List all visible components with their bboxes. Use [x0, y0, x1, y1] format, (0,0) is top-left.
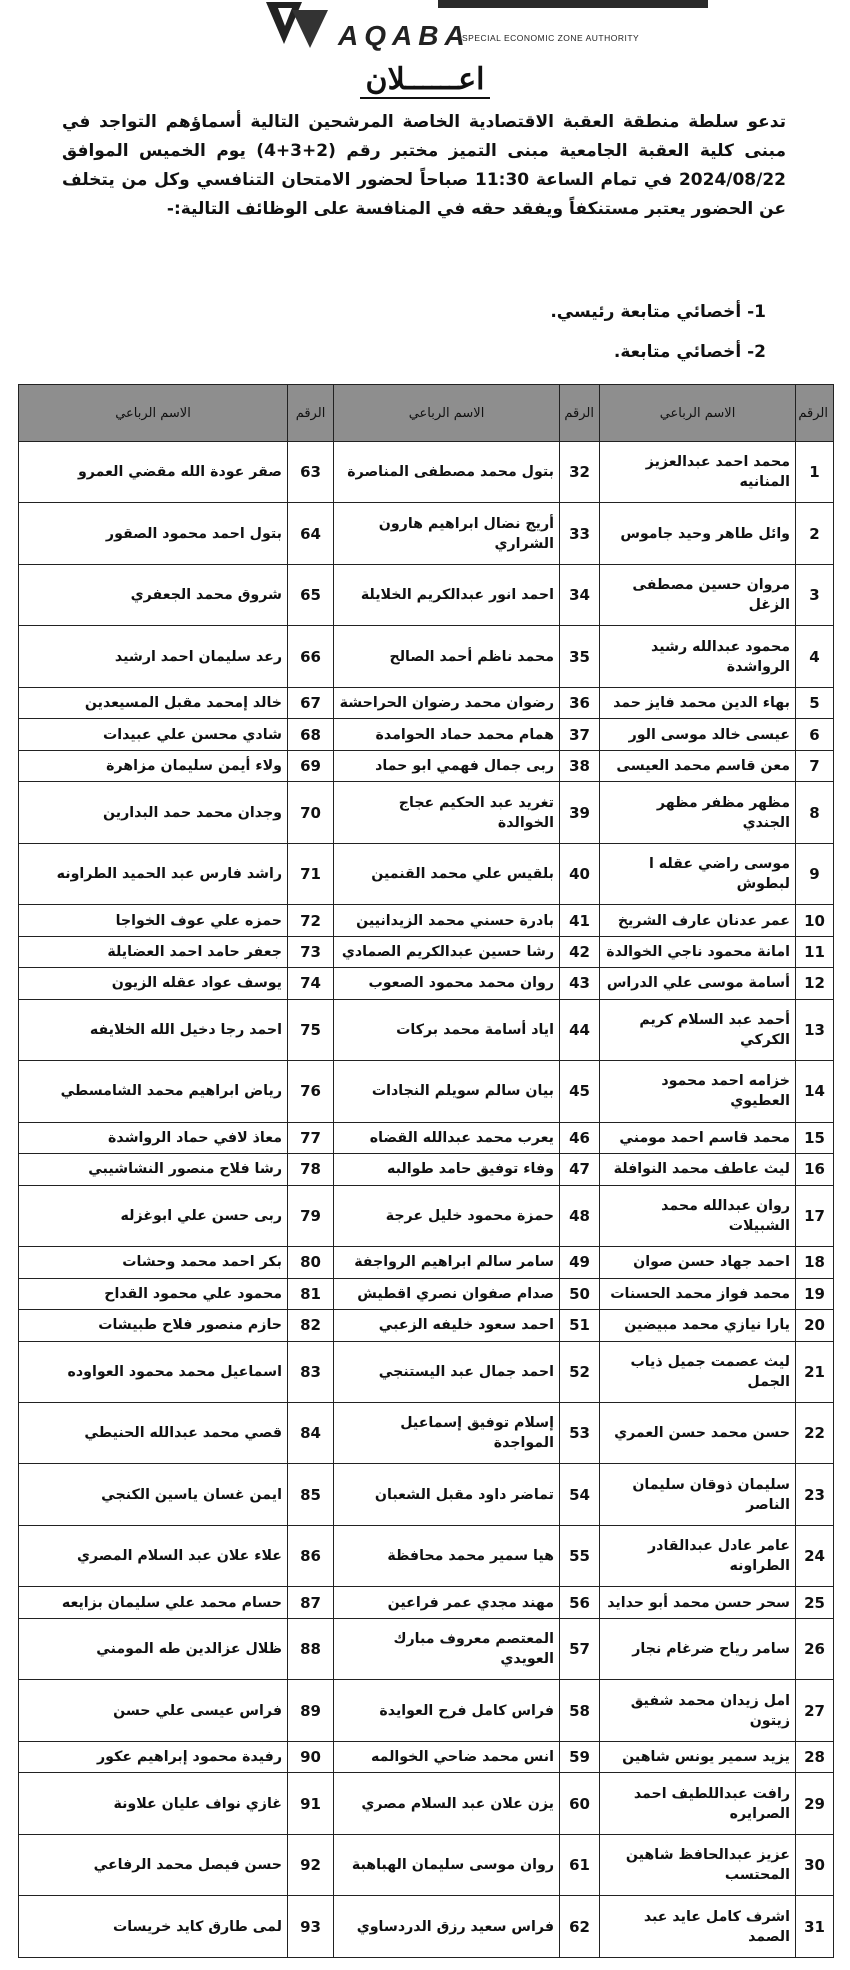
table-row [19, 1403, 834, 1464]
candidate-name-cell: ربى حسن علي ابوغزله [19, 1185, 288, 1246]
table-row [19, 1185, 834, 1246]
candidate-name-cell: بلقيس علي محمد القنمين [334, 843, 560, 904]
candidate-number-cell: 58 [560, 1680, 600, 1741]
table-row [19, 1247, 834, 1278]
candidate-number-cell: 18 [796, 1247, 834, 1278]
candidate-number-cell: 78 [288, 1154, 334, 1185]
candidate-number-cell: 50 [560, 1278, 600, 1309]
candidate-number-cell: 68 [288, 719, 334, 750]
candidate-name-cell: تماضر داود مقبل الشعبان [334, 1464, 560, 1525]
table-row [19, 999, 834, 1060]
candidate-number-cell: 44 [560, 999, 600, 1060]
candidate-name-cell: يعرب محمد عبدالله القضاه [334, 1122, 560, 1153]
candidate-name-cell: مظهر مظفر مظهر الجندي [600, 782, 796, 843]
column-header: الرقم [796, 385, 834, 442]
candidate-number-cell: 37 [560, 719, 600, 750]
candidate-number-cell: 17 [796, 1185, 834, 1246]
candidate-number-cell: 23 [796, 1464, 834, 1525]
table-row [19, 1741, 834, 1772]
candidate-name-cell: مروان حسين مصطفى الزغل [600, 564, 796, 625]
table-row [19, 1618, 834, 1679]
candidate-name-cell: حسن محمد حسن العمري [600, 1403, 796, 1464]
candidate-name-cell: رافت عبداللطيف احمد الصرايره [600, 1773, 796, 1834]
candidate-name-cell: انس محمد ضاحي الخوالمه [334, 1741, 560, 1772]
candidate-name-cell: احمد جهاد حسن صوان [600, 1247, 796, 1278]
candidate-name-cell: يزن علان عبد السلام مصري [334, 1773, 560, 1834]
candidate-number-cell: 14 [796, 1061, 834, 1122]
candidate-name-cell: أحمد عبد السلام كريم الكركي [600, 999, 796, 1060]
candidate-number-cell: 26 [796, 1618, 834, 1679]
candidate-name-cell: احمد سعود خليفه الزعبي [334, 1310, 560, 1341]
candidate-name-cell: أسامة موسى علي الدراس [600, 968, 796, 999]
candidate-number-cell: 51 [560, 1310, 600, 1341]
candidate-number-cell: 93 [288, 1896, 334, 1958]
candidate-number-cell: 29 [796, 1773, 834, 1834]
table-row [19, 968, 834, 999]
candidate-name-cell: ليث عصمت جميل ذياب الجمل [600, 1341, 796, 1402]
candidate-name-cell: بيان سالم سويلم النجادات [334, 1061, 560, 1122]
candidate-name-cell: سليمان ذوقان سليمان الناصر [600, 1464, 796, 1525]
candidates-table [18, 384, 834, 1958]
candidate-name-cell: ولاء أيمن سليمان مزاهرة [19, 750, 288, 781]
candidate-number-cell: 67 [288, 687, 334, 718]
candidate-name-cell: حمزه علي عوف الخواجا [19, 905, 288, 936]
candidate-number-cell: 57 [560, 1618, 600, 1679]
column-header: الرقم [288, 385, 334, 442]
candidate-name-cell: معن قاسم محمد العيسى [600, 750, 796, 781]
announcement-title [0, 62, 850, 97]
candidate-number-cell: 24 [796, 1525, 834, 1586]
candidate-name-cell: رشا حسين عبدالكريم الصمادي [334, 936, 560, 967]
page-header [0, 0, 850, 60]
table-row [19, 1122, 834, 1153]
candidate-name-cell: رشا فلاح منصور النشاشيبي [19, 1154, 288, 1185]
candidate-number-cell: 19 [796, 1278, 834, 1309]
candidate-number-cell: 85 [288, 1464, 334, 1525]
candidate-name-cell: وفاء توفيق حامد طوالبه [334, 1154, 560, 1185]
candidate-name-cell: خزامه احمد محمود العطيوي [600, 1061, 796, 1122]
candidate-name-cell: تغريد عبد الحكيم عجاج الخوالدة [334, 782, 560, 843]
logo-subtitle: SPECIAL ECONOMIC ZONE AUTHORITY [462, 33, 640, 43]
candidate-number-cell: 6 [796, 719, 834, 750]
candidate-number-cell: 52 [560, 1341, 600, 1402]
candidate-name-cell: حسن فيصل محمد الرفاعي [19, 1834, 288, 1895]
candidate-name-cell: مهند مجدي عمر فراعين [334, 1587, 560, 1618]
candidate-name-cell: شروق محمد الجعفري [19, 564, 288, 625]
candidate-name-cell: محمد فواز محمد الحسنات [600, 1278, 796, 1309]
announcement-body: تدعو سلطة منطقة العقبة الاقتصادية الخاصة المرشحين التالية أسماؤهم التواجد في مبنى كلية العقبة الجامعية مبنى التميز مختبر رقم (2+3+4) يوم الخميس الموافق 2024/08/22 في تمام الساعة 11:30 صباحاً لحضور الامتحان التنافسي وكل من يتخلف عن الحضور يعتبر مستنكفاً ويفقد حقه في المنافسة على الوظائف التالية:- [62, 112, 786, 219]
table-row [19, 1061, 834, 1122]
table-row [19, 1834, 834, 1895]
logo-wordmark: AQABA [338, 20, 471, 51]
column-header: الاسم الرباعي [334, 385, 560, 442]
candidate-name-cell: حسام محمد علي سليمان بزايعه [19, 1587, 288, 1618]
candidate-number-cell: 61 [560, 1834, 600, 1895]
candidate-number-cell: 31 [796, 1896, 834, 1958]
candidate-number-cell: 49 [560, 1247, 600, 1278]
column-header: الاسم الرباعي [600, 385, 796, 442]
candidate-number-cell: 7 [796, 750, 834, 781]
candidate-name-cell: عامر عادل عبدالقادر الطراونه [600, 1525, 796, 1586]
table-row [19, 1278, 834, 1309]
candidate-number-cell: 1 [796, 442, 834, 503]
candidate-name-cell: بكر احمد محمد وحشات [19, 1247, 288, 1278]
candidate-number-cell: 43 [560, 968, 600, 999]
candidate-number-cell: 79 [288, 1185, 334, 1246]
candidate-name-cell: روان محمد محمود الصعوب [334, 968, 560, 999]
table-header-row [19, 385, 834, 442]
candidate-number-cell: 86 [288, 1525, 334, 1586]
candidate-number-cell: 66 [288, 626, 334, 687]
candidate-name-cell: لمى طارق كايد خريسات [19, 1896, 288, 1958]
candidate-name-cell: سامر سالم ابراهيم الرواجفة [334, 1247, 560, 1278]
candidate-number-cell: 5 [796, 687, 834, 718]
candidate-name-cell: بتول احمد محمود الصقور [19, 503, 288, 564]
candidate-number-cell: 2 [796, 503, 834, 564]
candidate-name-cell: يزيد سمير يونس شاهين [600, 1741, 796, 1772]
candidate-name-cell: رضوان محمد رضوان الحراحشة [334, 687, 560, 718]
candidate-number-cell: 34 [560, 564, 600, 625]
aqaba-logo-icon [262, 0, 332, 50]
candidate-number-cell: 8 [796, 782, 834, 843]
candidate-number-cell: 75 [288, 999, 334, 1060]
candidate-number-cell: 92 [288, 1834, 334, 1895]
candidate-name-cell: فراس كامل فرح العوايدة [334, 1680, 560, 1741]
candidate-name-cell: شادي محسن علي عبيدات [19, 719, 288, 750]
candidate-number-cell: 40 [560, 843, 600, 904]
candidate-number-cell: 46 [560, 1122, 600, 1153]
candidate-name-cell: رعد سليمان احمد ارشيد [19, 626, 288, 687]
candidate-name-cell: ظلال عزالدين طه المومني [19, 1618, 288, 1679]
candidate-number-cell: 45 [560, 1061, 600, 1122]
candidate-name-cell: حازم منصور فلاح طبيشات [19, 1310, 288, 1341]
candidate-name-cell: امل زيدان محمد شفيق زيتون [600, 1680, 796, 1741]
table-row [19, 750, 834, 781]
candidate-number-cell: 3 [796, 564, 834, 625]
candidate-name-cell: امانة محمود ناجي الخوالدة [600, 936, 796, 967]
table-row [19, 843, 834, 904]
candidate-number-cell: 33 [560, 503, 600, 564]
candidate-name-cell: محمد احمد عبدالعزيز المنانيه [600, 442, 796, 503]
column-header: الاسم الرباعي [19, 385, 288, 442]
candidate-number-cell: 55 [560, 1525, 600, 1586]
candidate-number-cell: 27 [796, 1680, 834, 1741]
candidate-name-cell: فراس عيسى علي حسن [19, 1680, 288, 1741]
candidate-name-cell: المعتصم معروف مبارك العويدي [334, 1618, 560, 1679]
table-row [19, 564, 834, 625]
candidate-number-cell: 47 [560, 1154, 600, 1185]
candidate-name-cell: محمد قاسم احمد مومني [600, 1122, 796, 1153]
candidate-number-cell: 77 [288, 1122, 334, 1153]
candidate-number-cell: 74 [288, 968, 334, 999]
candidate-number-cell: 71 [288, 843, 334, 904]
candidate-number-cell: 10 [796, 905, 834, 936]
candidate-name-cell: روان عبدالله محمد الشبيلات [600, 1185, 796, 1246]
candidate-name-cell: بتول محمد مصطفى المناصرة [334, 442, 560, 503]
candidate-number-cell: 59 [560, 1741, 600, 1772]
candidate-name-cell: يارا نيازي محمد مبيضين [600, 1310, 796, 1341]
candidate-name-cell: ايمن غسان ياسين الكنجي [19, 1464, 288, 1525]
candidate-name-cell: احمد رجا دخيل الله الخلايفه [19, 999, 288, 1060]
candidate-name-cell: رياض ابراهيم محمد الشامسطي [19, 1061, 288, 1122]
candidate-name-cell: روان موسى سليمان الهباهبة [334, 1834, 560, 1895]
candidate-number-cell: 60 [560, 1773, 600, 1834]
candidate-number-cell: 11 [796, 936, 834, 967]
candidate-number-cell: 21 [796, 1341, 834, 1402]
candidate-number-cell: 13 [796, 999, 834, 1060]
candidate-name-cell: عزيز عبدالحافظ شاهين المحتسب [600, 1834, 796, 1895]
candidate-number-cell: 32 [560, 442, 600, 503]
candidate-number-cell: 16 [796, 1154, 834, 1185]
candidate-number-cell: 15 [796, 1122, 834, 1153]
candidate-name-cell: صدام صفوان نصري اقطيش [334, 1278, 560, 1309]
title-text: اعــــــلان [360, 62, 491, 99]
candidate-number-cell: 42 [560, 936, 600, 967]
candidate-number-cell: 64 [288, 503, 334, 564]
candidate-name-cell: وائل طاهر وحيد جاموس [600, 503, 796, 564]
candidate-name-cell: معاذ لافي حماد الرواشدة [19, 1122, 288, 1153]
table-row [19, 1154, 834, 1185]
candidate-number-cell: 80 [288, 1247, 334, 1278]
candidate-number-cell: 35 [560, 626, 600, 687]
candidate-number-cell: 81 [288, 1278, 334, 1309]
candidate-number-cell: 38 [560, 750, 600, 781]
candidate-number-cell: 20 [796, 1310, 834, 1341]
candidate-name-cell: قصي محمد عبدالله الحنيطي [19, 1403, 288, 1464]
candidate-number-cell: 56 [560, 1587, 600, 1618]
candidate-name-cell: علاء علان عبد السلام المصري [19, 1525, 288, 1586]
table-row [19, 1680, 834, 1741]
candidate-name-cell: اياد أسامة محمد بركات [334, 999, 560, 1060]
candidate-number-cell: 82 [288, 1310, 334, 1341]
table-row [19, 1587, 834, 1618]
candidate-number-cell: 88 [288, 1618, 334, 1679]
table-row [19, 936, 834, 967]
candidate-number-cell: 22 [796, 1403, 834, 1464]
candidate-number-cell: 30 [796, 1834, 834, 1895]
table-row [19, 1773, 834, 1834]
candidate-number-cell: 89 [288, 1680, 334, 1741]
candidate-name-cell: وجدان محمد حمد البدارين [19, 782, 288, 843]
candidate-name-cell: إسلام توفيق إسماعيل المواجدة [334, 1403, 560, 1464]
candidate-name-cell: غازي نواف عليان علاونة [19, 1773, 288, 1834]
candidate-name-cell: حمزة محمود خليل عرجة [334, 1185, 560, 1246]
candidate-name-cell: عمر عدنان عارف الشريخ [600, 905, 796, 936]
table-row [19, 1341, 834, 1402]
candidate-number-cell: 4 [796, 626, 834, 687]
table-row [19, 503, 834, 564]
candidate-name-cell: احمد انور عبدالكريم الخلايلة [334, 564, 560, 625]
candidate-name-cell: ليث عاطف محمد النوافلة [600, 1154, 796, 1185]
candidate-number-cell: 36 [560, 687, 600, 718]
column-header: الرقم [560, 385, 600, 442]
candidate-name-cell: خالد إمحمد مقبل المسيعدين [19, 687, 288, 718]
candidate-name-cell: هيا سمير محمد محافظة [334, 1525, 560, 1586]
table-row [19, 1896, 834, 1958]
candidate-name-cell: احمد جمال عبد اليستنجي [334, 1341, 560, 1402]
candidate-name-cell: صقر عودة الله مقضي العمرو [19, 442, 288, 503]
candidate-number-cell: 63 [288, 442, 334, 503]
candidate-name-cell: أريج نضال ابراهيم هارون الشراري [334, 503, 560, 564]
candidate-name-cell: اشرف كامل عايد عبد الصمد [600, 1896, 796, 1958]
candidate-number-cell: 62 [560, 1896, 600, 1958]
candidate-name-cell: محمود علي محمود القداح [19, 1278, 288, 1309]
candidate-number-cell: 91 [288, 1773, 334, 1834]
job-list [550, 292, 766, 372]
table-row [19, 1525, 834, 1586]
candidate-number-cell: 87 [288, 1587, 334, 1618]
candidate-name-cell: محمود عبدالله رشيد الرواشدة [600, 626, 796, 687]
table-row [19, 1310, 834, 1341]
table-row [19, 1464, 834, 1525]
candidate-name-cell: ربى جمال فهمي ابو حماد [334, 750, 560, 781]
candidate-name-cell: راشد فارس عبد الحميد الطراونه [19, 843, 288, 904]
candidate-number-cell: 69 [288, 750, 334, 781]
table-row [19, 626, 834, 687]
candidate-name-cell: اسماعيل محمد محمود العواوده [19, 1341, 288, 1402]
candidate-name-cell: جعفر حامد احمد العضايلة [19, 936, 288, 967]
candidate-name-cell: همام محمد حماد الحوامدة [334, 719, 560, 750]
candidate-number-cell: 72 [288, 905, 334, 936]
candidate-number-cell: 54 [560, 1464, 600, 1525]
candidate-name-cell: محمد ناظم أحمد الصالح [334, 626, 560, 687]
table-row [19, 719, 834, 750]
job-item: 1- أخصائي متابعة رئيسي. [550, 302, 766, 322]
candidate-number-cell: 9 [796, 843, 834, 904]
candidate-number-cell: 90 [288, 1741, 334, 1772]
candidate-number-cell: 28 [796, 1741, 834, 1772]
table-row [19, 442, 834, 503]
table-row [19, 782, 834, 843]
candidate-number-cell: 76 [288, 1061, 334, 1122]
header-bar [438, 0, 708, 8]
job-item: 2- أخصائي متابعة. [613, 342, 766, 362]
candidate-number-cell: 25 [796, 1587, 834, 1618]
candidate-name-cell: فراس سعيد رزق الدردساوي [334, 1896, 560, 1958]
candidate-name-cell: موسى راضي عقله ا لبطوش [600, 843, 796, 904]
table-row [19, 687, 834, 718]
candidate-number-cell: 73 [288, 936, 334, 967]
candidate-number-cell: 53 [560, 1403, 600, 1464]
candidate-number-cell: 12 [796, 968, 834, 999]
candidate-number-cell: 39 [560, 782, 600, 843]
table-row [19, 905, 834, 936]
candidate-number-cell: 65 [288, 564, 334, 625]
candidate-name-cell: عيسى خالد موسى الور [600, 719, 796, 750]
candidate-number-cell: 41 [560, 905, 600, 936]
candidate-number-cell: 48 [560, 1185, 600, 1246]
candidate-name-cell: يوسف عواد عقله الزيون [19, 968, 288, 999]
candidate-number-cell: 83 [288, 1341, 334, 1402]
candidate-number-cell: 70 [288, 782, 334, 843]
candidate-name-cell: سامر رياح ضرغام نجار [600, 1618, 796, 1679]
candidate-name-cell: رفيدة محمود إبراهيم عكور [19, 1741, 288, 1772]
candidate-name-cell: سحر حسن محمد أبو حدايد [600, 1587, 796, 1618]
candidate-number-cell: 84 [288, 1403, 334, 1464]
candidate-name-cell: بادرة حسني محمد الزيدانيين [334, 905, 560, 936]
candidate-name-cell: بهاء الدين محمد فايز حمد [600, 687, 796, 718]
